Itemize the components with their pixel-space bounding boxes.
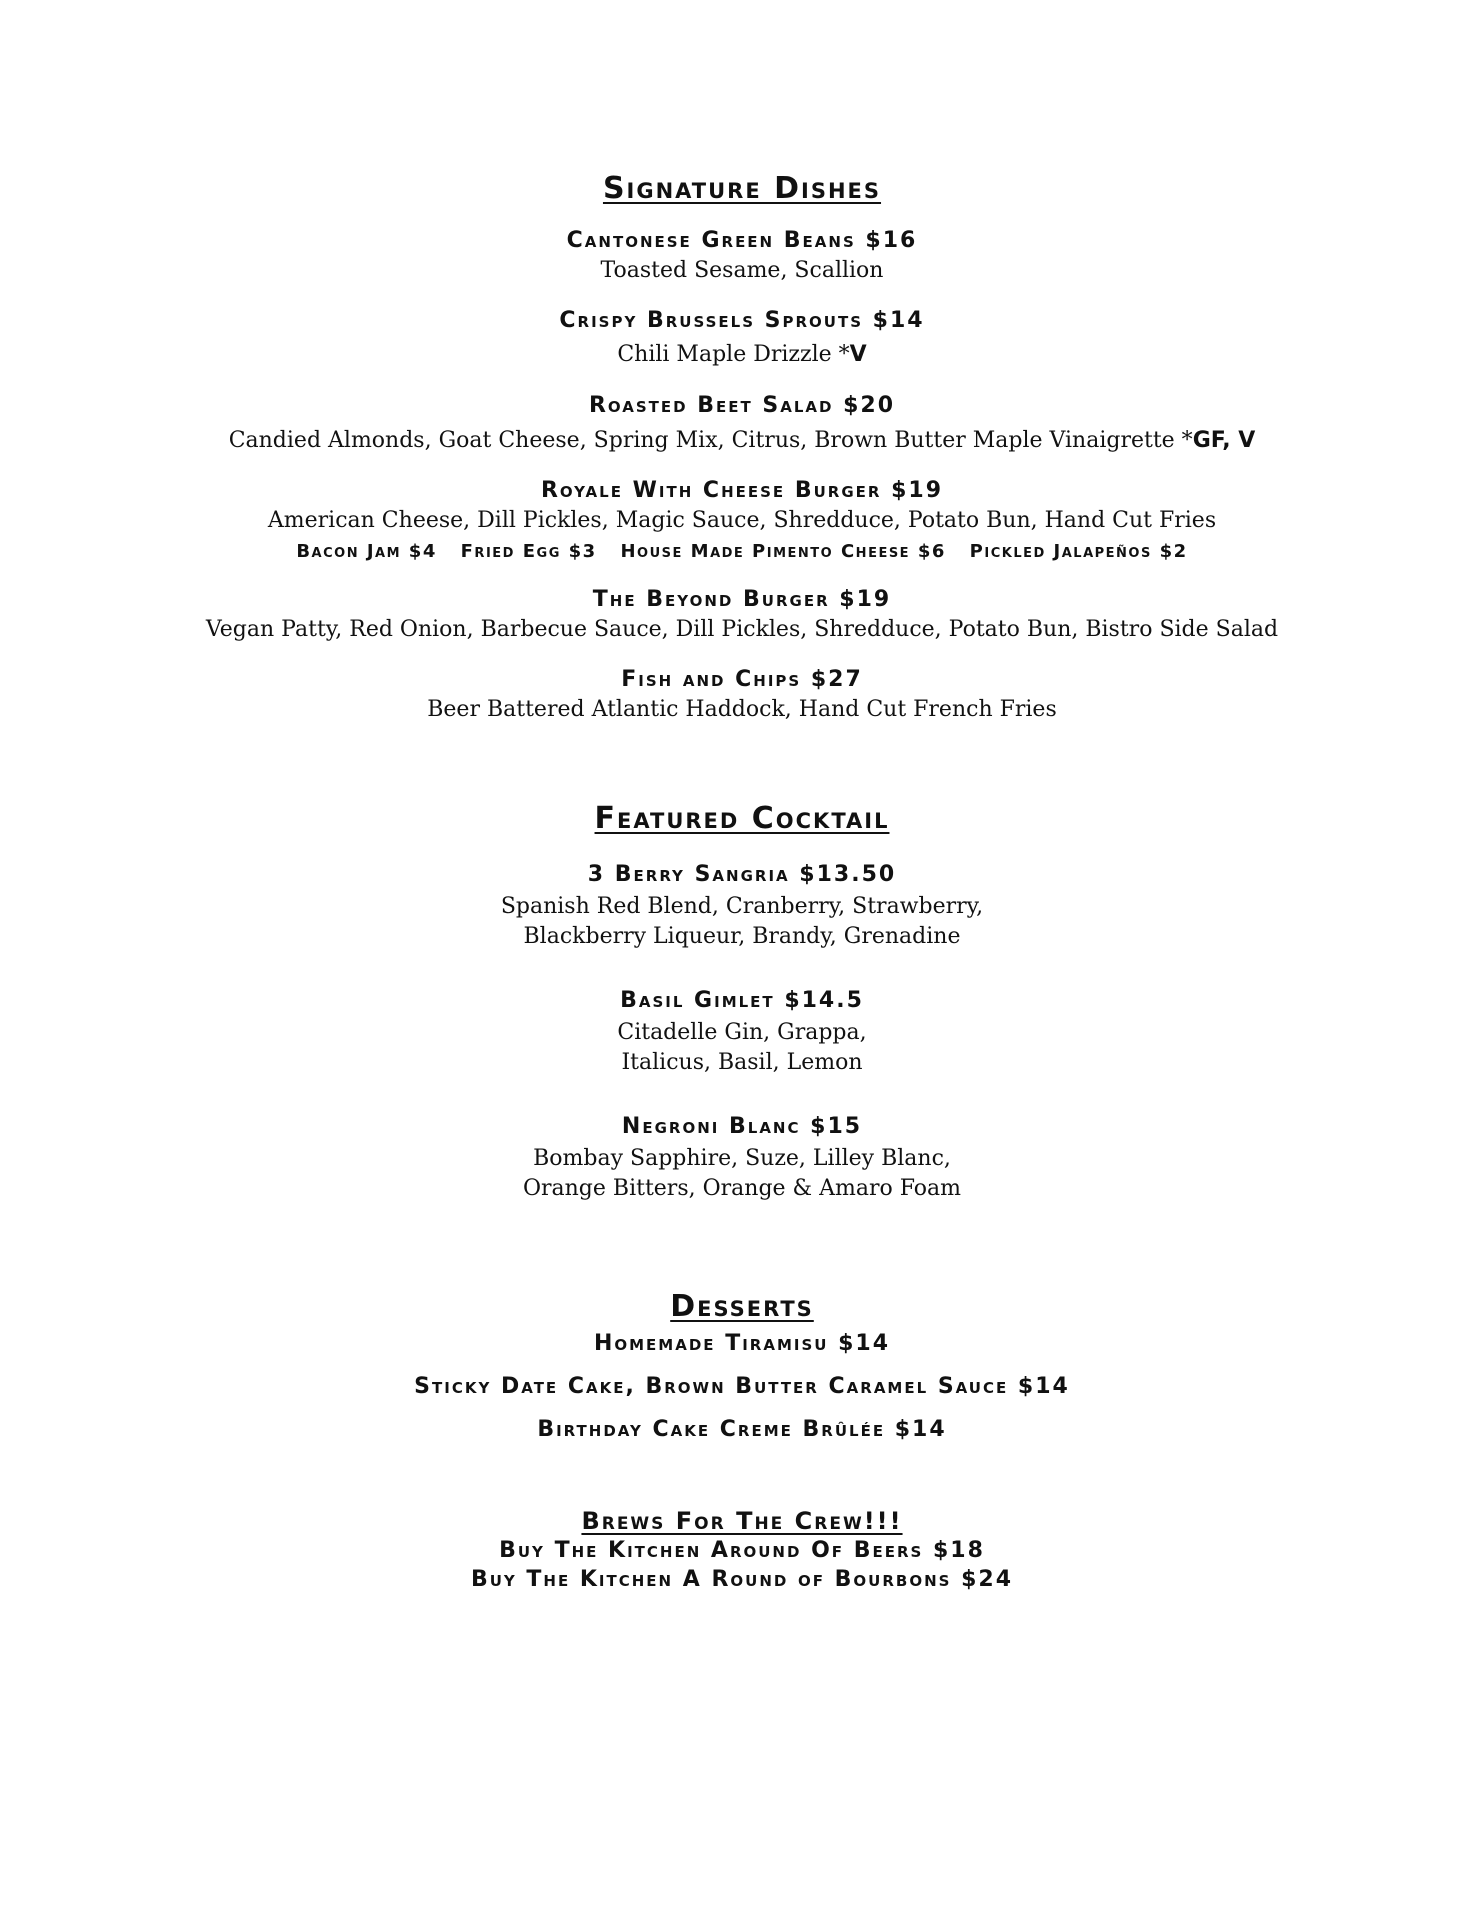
dessert-item: Sticky Date Cake, Brown Butter Caramel Sauce $14 (414, 1374, 1070, 1399)
addon-item: Bacon Jam $4 (296, 541, 437, 562)
dessert-item: Homemade Tiramisu $14 (593, 1331, 891, 1356)
menu-item-name: Cantonese Green Beans $16 (566, 228, 918, 253)
addon-item: Fried Egg $3 (460, 541, 597, 562)
menu-item-name: Roasted Beet Salad $20 (588, 393, 896, 418)
cocktail-description (0, 1018, 1484, 1078)
cocktail-description-line: Citadelle Gin, Grappa, (617, 1020, 867, 1045)
cocktail-description-line: Spanish Red Blend, Cranberry, Strawberry, (500, 894, 984, 919)
desserts-heading: Desserts (670, 1289, 814, 1324)
signature-dishes-heading: Signature Dishes (602, 171, 882, 206)
menu-item-description: Vegan Patty, Red Onion, Barbecue Sauce, Dill Pickles, Shredduce, Potato Bun, Bistro Side Salad (205, 617, 1279, 642)
cocktail-description-line: Orange Bitters, Orange & Amaro Foam (522, 1176, 962, 1201)
menu-item-description: Toasted Sesame, Scallion (600, 258, 884, 283)
brews-item: Buy The Kitchen A Round of Bourbons $24 (470, 1567, 1014, 1592)
cocktail-description (0, 1144, 1484, 1204)
cocktail-description-line: Blackberry Liqueur, Brandy, Grenadine (523, 924, 961, 949)
menu-item-name: Fish and Chips $27 (621, 667, 863, 692)
dietary-tag: GF, V (1192, 428, 1256, 453)
menu-item-description-row (0, 426, 1484, 456)
cocktail-name: Basil Gimlet $14.5 (620, 988, 864, 1013)
cocktail-name: 3 Berry Sangria $13.50 (587, 862, 897, 887)
featured-cocktail-heading: Featured Cocktail (594, 801, 890, 836)
menu-item-description-row (0, 340, 1484, 370)
brews-item: Buy The Kitchen Around Of Beers $18 (499, 1538, 985, 1563)
addon-item: Pickled Jalapeños $2 (969, 541, 1188, 562)
cocktail-name: Negroni Blanc $15 (621, 1114, 863, 1139)
addon-item: House Made Pimento Cheese $6 (620, 541, 946, 562)
menu-item-description: Chili Maple Drizzle * (617, 342, 850, 367)
burger-addons (0, 541, 1484, 563)
menu-item-description: Beer Battered Atlantic Haddock, Hand Cut French Fries (427, 697, 1057, 722)
menu-item-name: Royale With Cheese Burger $19 (540, 478, 944, 503)
menu-item-name: Crispy Brussels Sprouts $14 (559, 308, 925, 333)
menu-item-description: American Cheese, Dill Pickles, Magic Sauce, Shredduce, Potato Bun, Hand Cut Fries (267, 508, 1217, 533)
dietary-tag: V (849, 342, 867, 367)
menu-item-description: Candied Almonds, Goat Cheese, Spring Mix, Citrus, Brown Butter Maple Vinaigrette * (228, 428, 1193, 453)
menu-item-name: The Beyond Burger $19 (592, 587, 892, 612)
dessert-item: Birthday Cake Creme Brûlée $14 (537, 1417, 947, 1442)
cocktail-description-line: Italicus, Basil, Lemon (621, 1050, 863, 1075)
cocktail-description (0, 892, 1484, 952)
brews-heading: Brews For The Crew!!! (581, 1507, 903, 1535)
cocktail-description-line: Bombay Sapphire, Suze, Lilley Blanc, (533, 1146, 951, 1171)
